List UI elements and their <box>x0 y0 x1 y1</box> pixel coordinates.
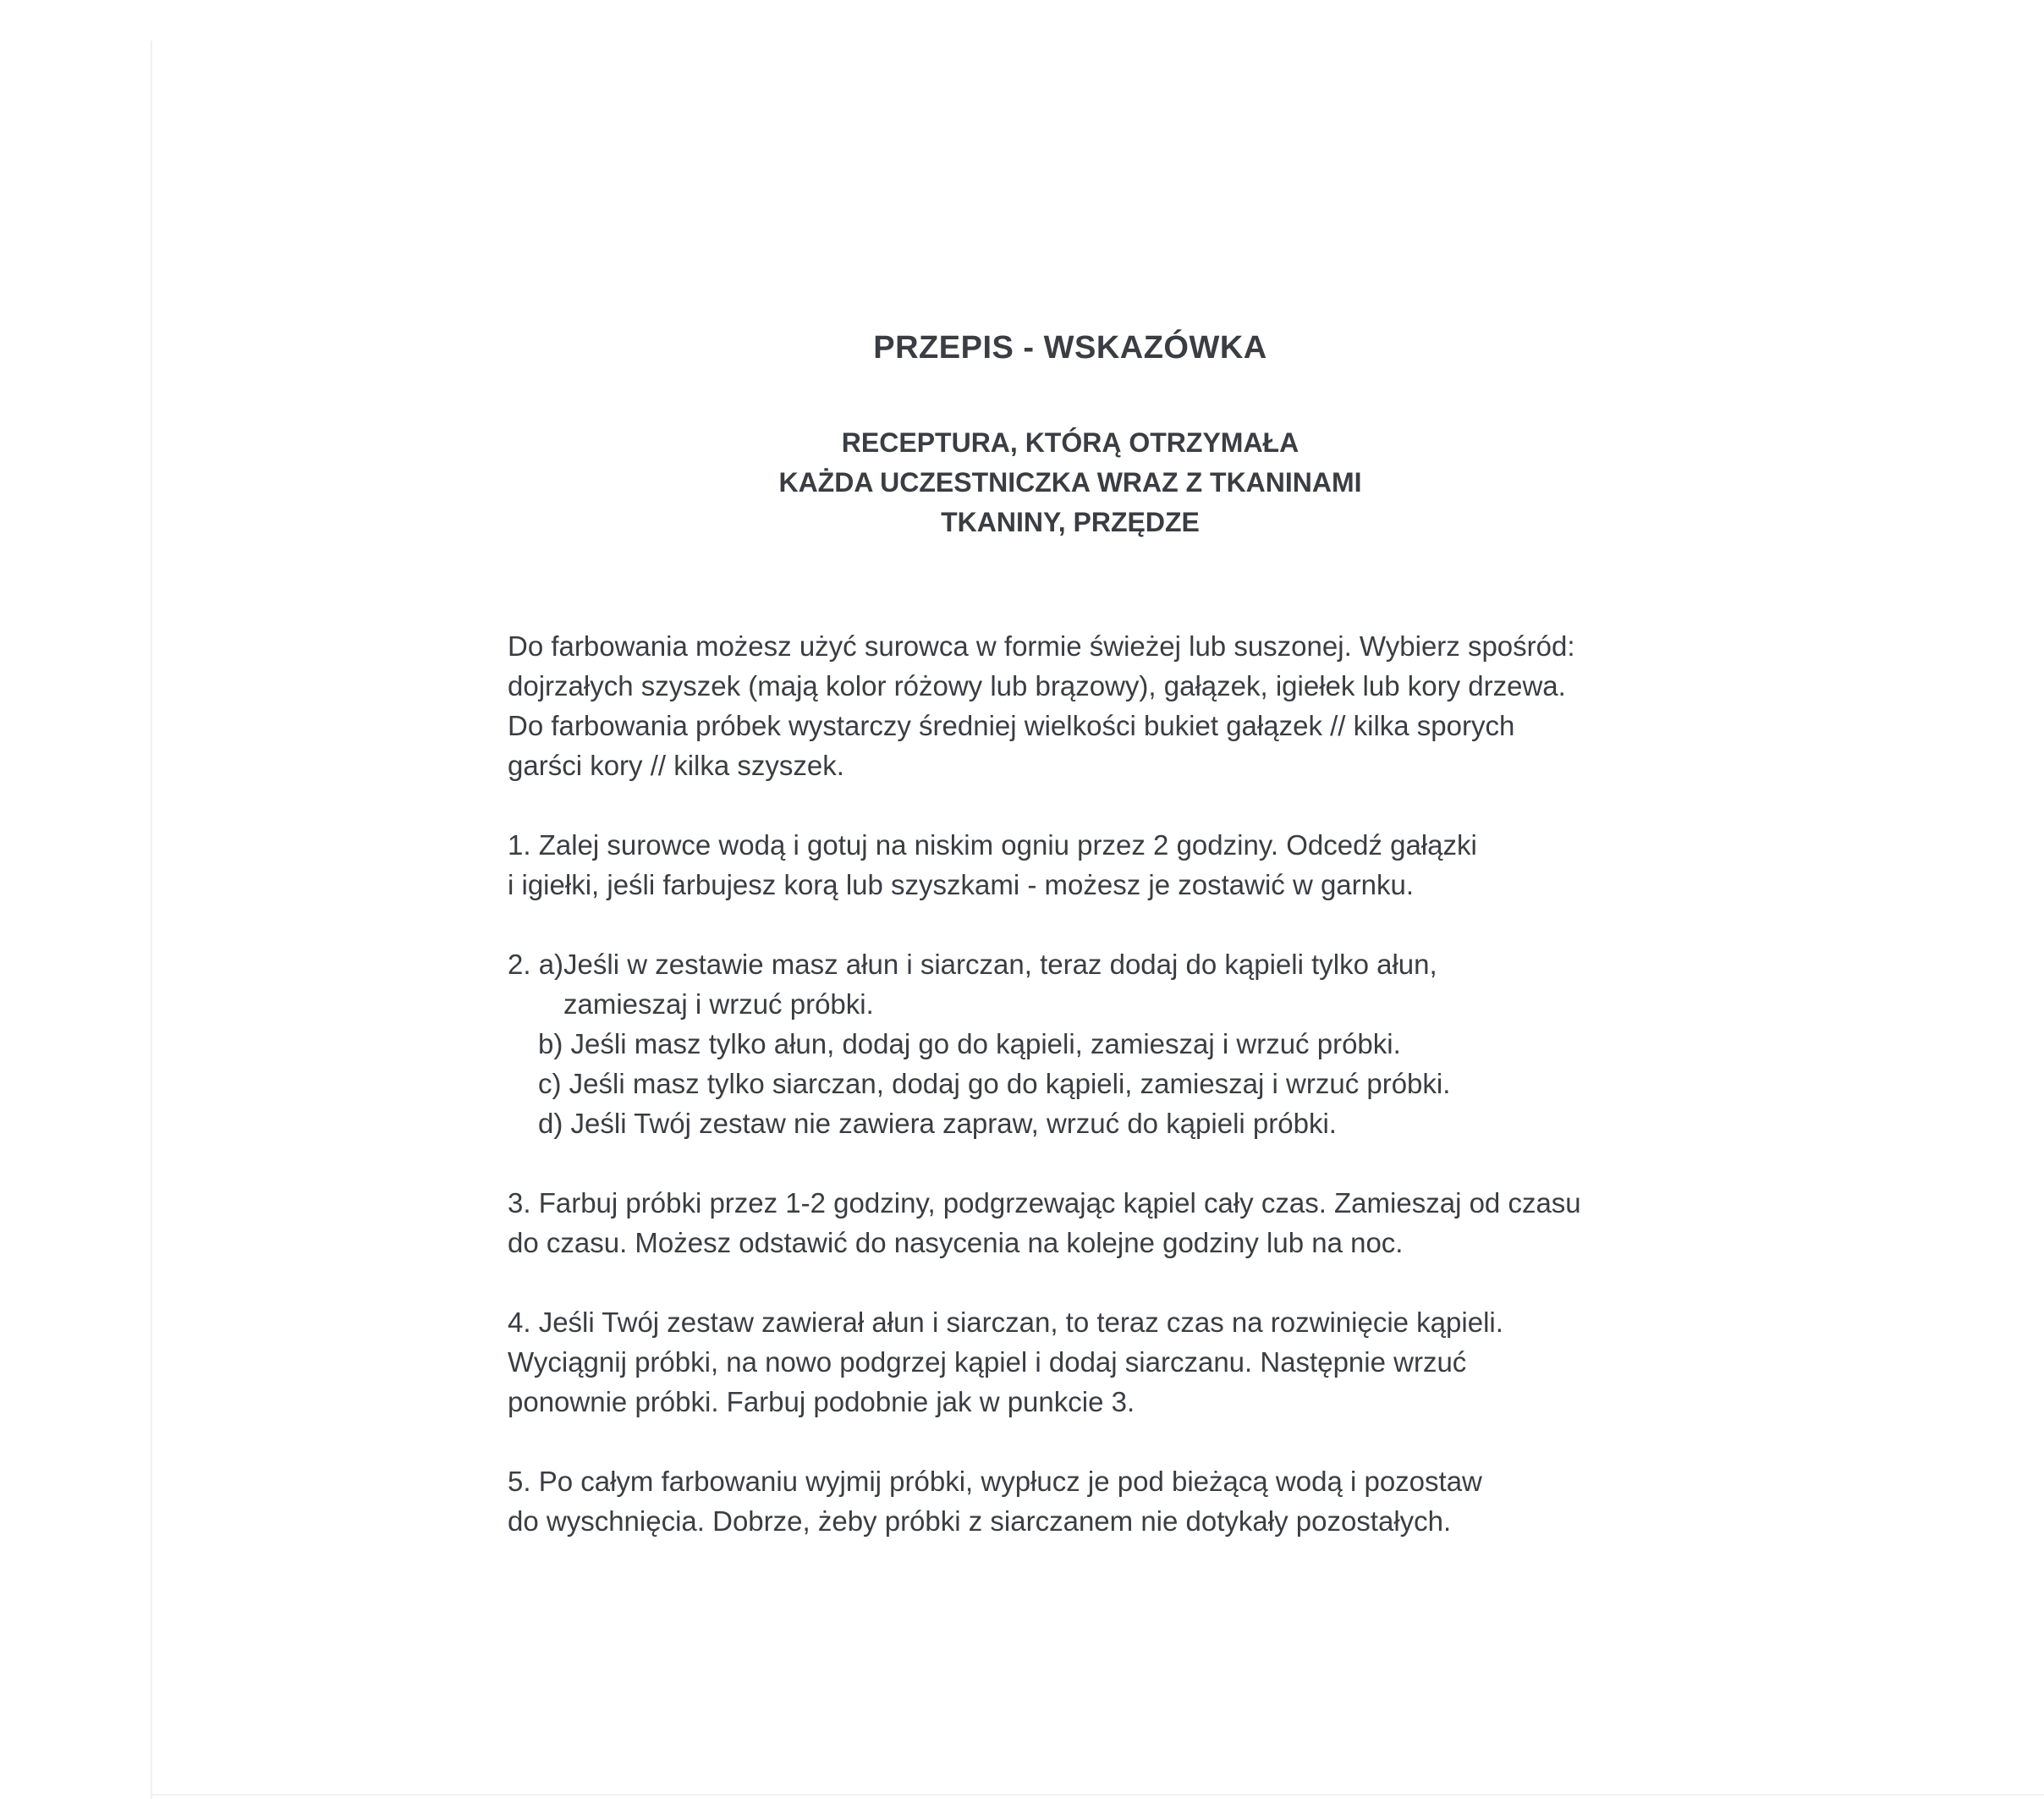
step-1 <box>508 825 1675 905</box>
intro-line: Do farbowania możesz użyć surowca w formie świeżej lub suszonej. Wybierz spośród: <box>508 630 1575 662</box>
intro-paragraph <box>508 626 1675 785</box>
recipe-body <box>508 626 1675 1541</box>
subtitle-line: TKANINY, PRZĘDZE <box>941 507 1200 537</box>
step-1-line: i igiełki, jeśli farbujesz korą lub szyszkami - możesz je zostawić w garnku. <box>508 869 1415 900</box>
subtitle-line: RECEPTURA, KTÓRĄ OTRZYMAŁA <box>841 427 1299 458</box>
step-3-line: 3. Farbuj próbki przez 1-2 godziny, podgrzewając kąpiel cały czas. Zamieszaj od czasu <box>508 1187 1581 1219</box>
step-2b-line: b) Jeśli masz tylko ałun, dodaj go do kąpieli, zamieszaj i wrzuć próbki. <box>538 1028 1401 1059</box>
step-1-line: 1. Zalej surowce wodą i gotuj na niskim ogniu przez 2 godziny. Odcedź gałązki <box>508 829 1477 861</box>
step-2a-continuation: zamieszaj i wrzuć próbki. <box>563 988 874 1020</box>
step-5-line: 5. Po całym farbowaniu wyjmij próbki, wypłucz je pod bieżącą wodą i pozostaw <box>508 1466 1482 1497</box>
intro-line: garści kory // kilka szyszek. <box>508 750 844 781</box>
subtitle-line: KAŻDA UCZESTNICZKA WRAZ Z TKANINAMI <box>778 467 1362 498</box>
step-4-line: ponownie próbki. Farbuj podobnie jak w punkcie 3. <box>508 1386 1135 1417</box>
step-4-line: Wyciągnij próbki, na nowo podgrzej kąpiel i dodaj siarczanu. Następnie wrzuć <box>508 1346 1467 1378</box>
page-edge-left <box>151 41 152 1799</box>
step-5 <box>508 1461 1675 1541</box>
step-2c-line: c) Jeśli masz tylko siarczan, dodaj go do kąpieli, zamieszaj i wrzuć próbki. <box>538 1068 1451 1099</box>
step-2d-line: d) Jeśli Twój zestaw nie zawiera zapraw, wrzuć do kąpieli próbki. <box>538 1108 1337 1139</box>
intro-line: Do farbowania próbek wystarczy średniej wielkości bukiet gałązek // kilka sporych <box>508 710 1515 741</box>
paragraph-gap <box>508 905 1675 944</box>
step-4-line: 4. Jeśli Twój zestaw zawierał ałun i siarczan, to teraz czas na rozwinięcie kąpieli. <box>508 1307 1503 1338</box>
paragraph-gap <box>508 785 1675 825</box>
paragraph-gap <box>508 1422 1675 1461</box>
step-4 <box>508 1302 1675 1422</box>
step-3-line: do czasu. Możesz odstawić do nasycenia na kolejne godziny lub na noc. <box>508 1227 1404 1258</box>
step-3 <box>508 1183 1675 1263</box>
step-5-line: do wyschnięcia. Dobrze, żeby próbki z siarczanem nie dotykały pozostałych. <box>508 1505 1452 1537</box>
document-subtitle <box>0 423 2044 542</box>
intro-line: dojrzałych szyszek (mają kolor różowy lub brązowy), gałązek, igiełek lub kory drzewa. <box>508 670 1566 701</box>
step-2 <box>508 944 1675 1143</box>
paragraph-gap <box>508 1263 1675 1302</box>
step-2a-line: 2. a)Jeśli w zestawie masz ałun i siarczan, teraz dodaj do kąpieli tylko ałun, <box>508 949 1437 980</box>
paragraph-gap <box>508 1143 1675 1183</box>
document-title: PRZEPIS - WSKAZÓWKA <box>873 330 1267 366</box>
page-edge-bottom <box>151 1794 2044 1796</box>
